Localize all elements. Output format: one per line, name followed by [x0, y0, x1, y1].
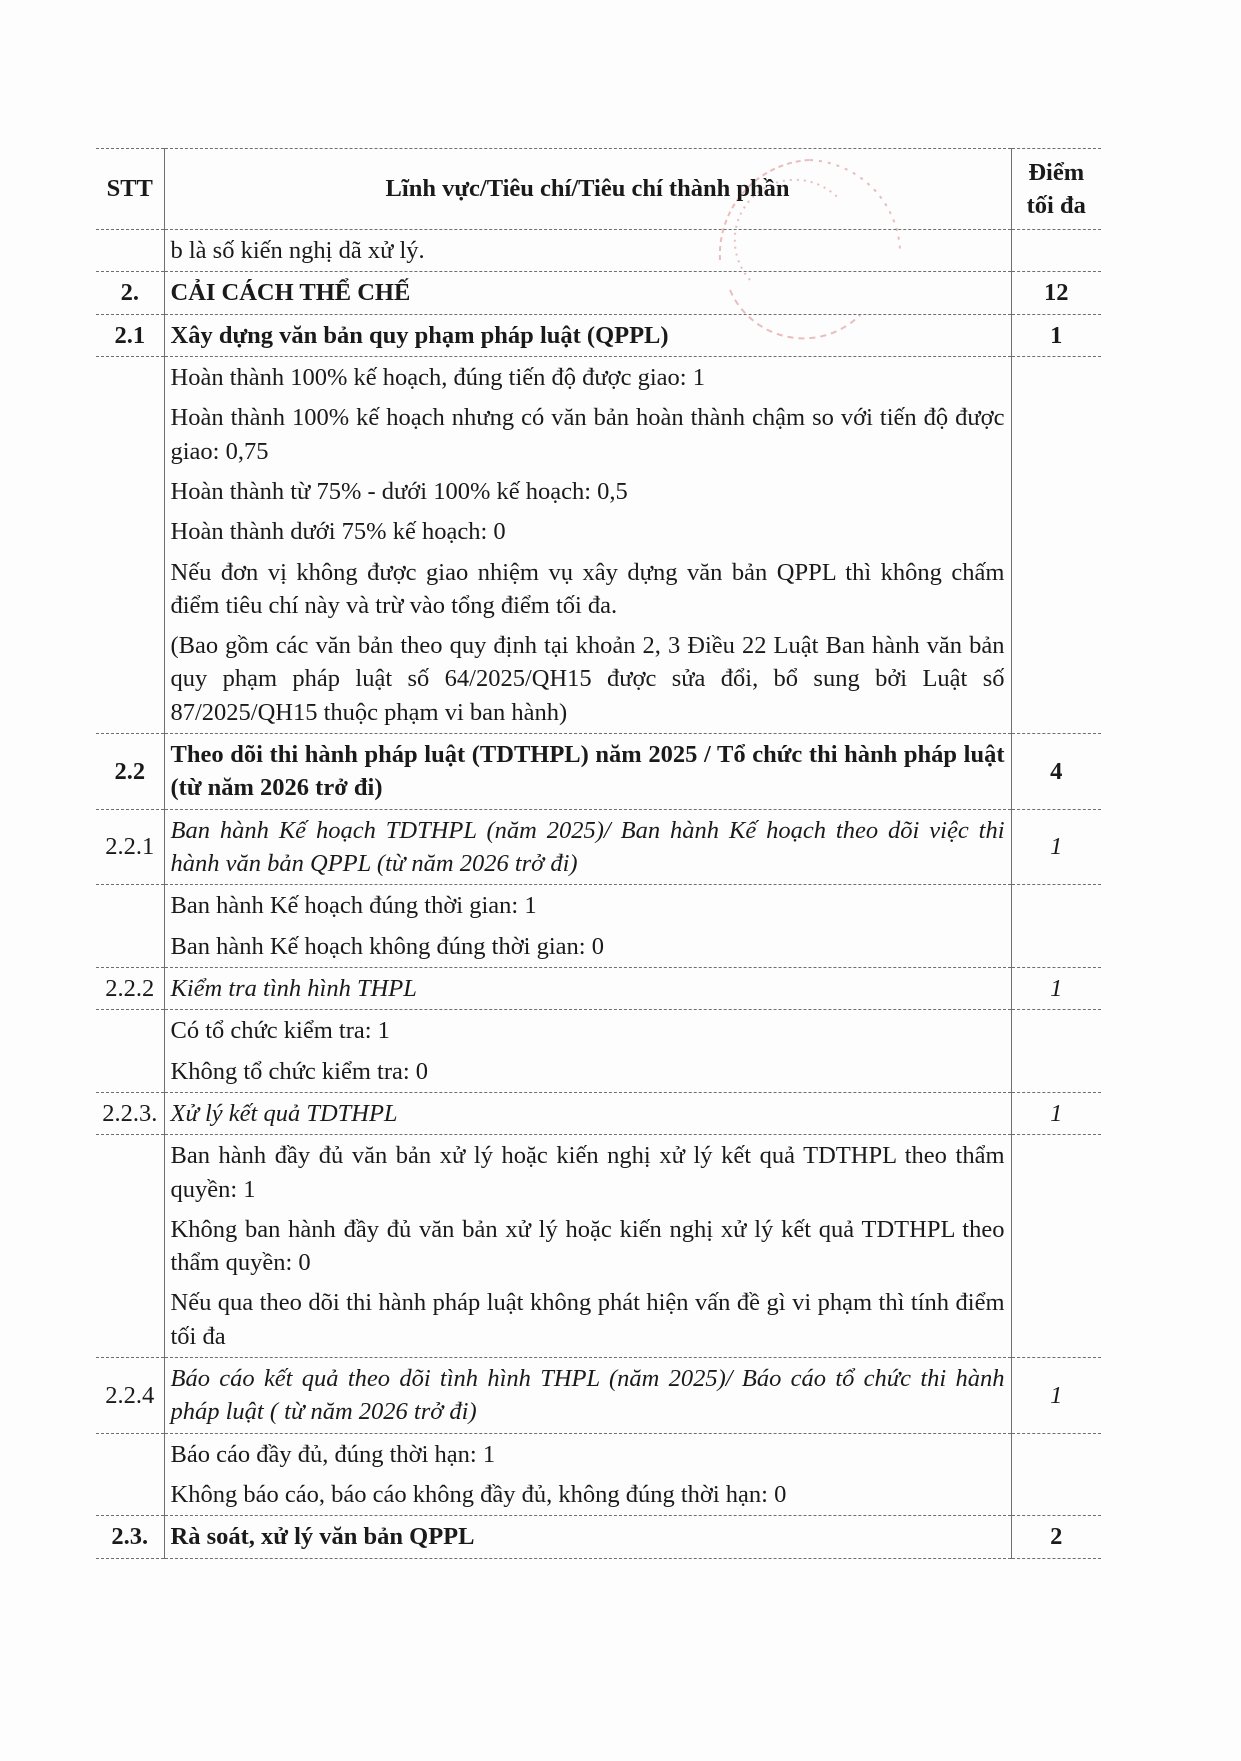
points-cell: 1	[1011, 809, 1101, 885]
description-line: Ban hành đầy đủ văn bản xử lý hoặc kiến nghị xử lý kết quả TDTHPL theo thẩm quyền: 1	[170, 1142, 1005, 1203]
table-row	[96, 1516, 1101, 1558]
description-line: Không báo cáo, báo cáo không đầy đủ, không đúng thời hạn: 0	[170, 1481, 787, 1508]
description-cell	[164, 1010, 1011, 1093]
stt-cell	[96, 885, 164, 968]
description-line: Không tổ chức kiểm tra: 0	[170, 1057, 429, 1085]
stt-cell: 2.	[96, 272, 164, 314]
stt-cell: 2.2.4	[96, 1358, 164, 1434]
points-cell: 4	[1011, 734, 1101, 810]
sub-criterion-title: Báo cáo kết quả theo dõi tình hình THPL (năm 2025)/ Báo cáo tổ chức thi hành pháp luật ( từ năm 2026 trở đi)	[164, 1358, 1011, 1434]
stt-cell: 2.3.	[96, 1516, 164, 1558]
description-line: b là số kiến nghị dã xử lý.	[170, 237, 425, 264]
description-cell	[164, 230, 1011, 272]
header-criteria: Lĩnh vực/Tiêu chí/Tiêu chí thành phần	[164, 149, 1011, 230]
table-row	[96, 809, 1101, 885]
points-cell: 1	[1011, 1358, 1101, 1434]
description-line: Ban hành Kế hoạch đúng thời gian: 1	[170, 892, 537, 920]
header-max-points: Điểm tối đa	[1011, 149, 1101, 230]
stt-cell	[96, 1433, 164, 1516]
table-row	[96, 1092, 1101, 1134]
stt-cell: 2.2.3.	[96, 1092, 164, 1134]
description-cell	[164, 356, 1011, 733]
description-line: Không ban hành đầy đủ văn bản xử lý hoặc kiến nghị xử lý kết quả TDTHPL theo thẩm quyền: 0	[170, 1215, 1005, 1277]
points-cell	[1011, 1135, 1101, 1358]
points-cell: 1	[1011, 967, 1101, 1009]
table-row	[96, 967, 1101, 1009]
stt-cell	[96, 1135, 164, 1358]
stt-cell	[96, 356, 164, 733]
description-cell	[164, 1135, 1011, 1358]
table-row	[96, 314, 1101, 356]
stt-cell: 2.2.2	[96, 967, 164, 1009]
points-cell	[1011, 885, 1101, 968]
description-line: Hoàn thành từ 75% - dưới 100% kế hoạch: 0,5	[170, 477, 628, 505]
points-cell	[1011, 356, 1101, 733]
sub-criterion-title: Ban hành Kế hoạch TDTHPL (năm 2025)/ Ban hành Kế hoạch theo dõi việc thi hành văn bản QPPL (từ năm 2026 trở đi)	[164, 809, 1011, 885]
description-line: Hoàn thành 100% kế hoạch, đúng tiến độ được giao: 1	[170, 363, 705, 391]
points-cell: 12	[1011, 272, 1101, 314]
description-line: (Bao gồm các văn bản theo quy định tại khoản 2, 3 Điều 22 Luật Ban hành văn bản quy phạm pháp luật số 64/2025/QH15 được sửa đổi, bổ sung bởi Luật số 87/2025/QH15 thuộc phạm vi ban hành)	[170, 632, 1005, 726]
sub-criterion-title: Kiểm tra tình hình THPL	[164, 967, 1011, 1009]
description-line: Có tổ chức kiểm tra: 1	[170, 1017, 390, 1045]
criterion-title: Xây dựng văn bản quy phạm pháp luật (QPPL)	[164, 314, 1011, 356]
section-title: CẢI CÁCH THỂ CHẾ	[164, 272, 1011, 314]
criteria-table	[96, 148, 1101, 1559]
stt-cell: 2.2.1	[96, 809, 164, 885]
description-line: Hoàn thành 100% kế hoạch nhưng có văn bản hoàn thành chậm so với tiến độ được giao: 0,75	[170, 404, 1005, 465]
points-cell: 2	[1011, 1516, 1101, 1558]
table-header-row	[96, 149, 1101, 230]
points-cell: 1	[1011, 1092, 1101, 1134]
description-line: Hoàn thành dưới 75% kế hoạch: 0	[170, 518, 506, 546]
table-row	[96, 885, 1101, 968]
description-cell	[164, 885, 1011, 968]
header-stt: STT	[96, 149, 164, 230]
stt-cell	[96, 230, 164, 272]
description-cell	[164, 1433, 1011, 1516]
description-line: Ban hành Kế hoạch không đúng thời gian: 0	[170, 932, 604, 960]
table-row	[96, 1358, 1101, 1434]
table-row	[96, 734, 1101, 810]
table-row	[96, 356, 1101, 733]
description-line: Nếu đơn vị không được giao nhiệm vụ xây dựng văn bản QPPL thì không chấm điểm tiêu chí này và trừ vào tổng điểm tối đa.	[170, 558, 1005, 619]
points-cell	[1011, 230, 1101, 272]
stt-cell	[96, 1010, 164, 1093]
table-row	[96, 1135, 1101, 1358]
table-row	[96, 1010, 1101, 1093]
criterion-title: Rà soát, xử lý văn bản QPPL	[164, 1516, 1011, 1558]
sub-criterion-title: Xử lý kết quả TDTHPL	[164, 1092, 1011, 1134]
stt-cell: 2.1	[96, 314, 164, 356]
table-row	[96, 272, 1101, 314]
points-cell	[1011, 1010, 1101, 1093]
criterion-title: Theo dõi thi hành pháp luật (TDTHPL) năm 2025 / Tổ chức thi hành pháp luật (từ năm 2026 trở đi)	[164, 734, 1011, 810]
stt-cell: 2.2	[96, 734, 164, 810]
points-cell: 1	[1011, 314, 1101, 356]
table-row	[96, 1433, 1101, 1516]
points-cell	[1011, 1433, 1101, 1516]
table-row	[96, 230, 1101, 272]
description-line: Báo cáo đầy đủ, đúng thời hạn: 1	[170, 1440, 496, 1468]
description-line: Nếu qua theo dõi thi hành pháp luật không phát hiện vấn đề gì vi phạm thì tính điểm tối đa	[170, 1289, 1005, 1350]
